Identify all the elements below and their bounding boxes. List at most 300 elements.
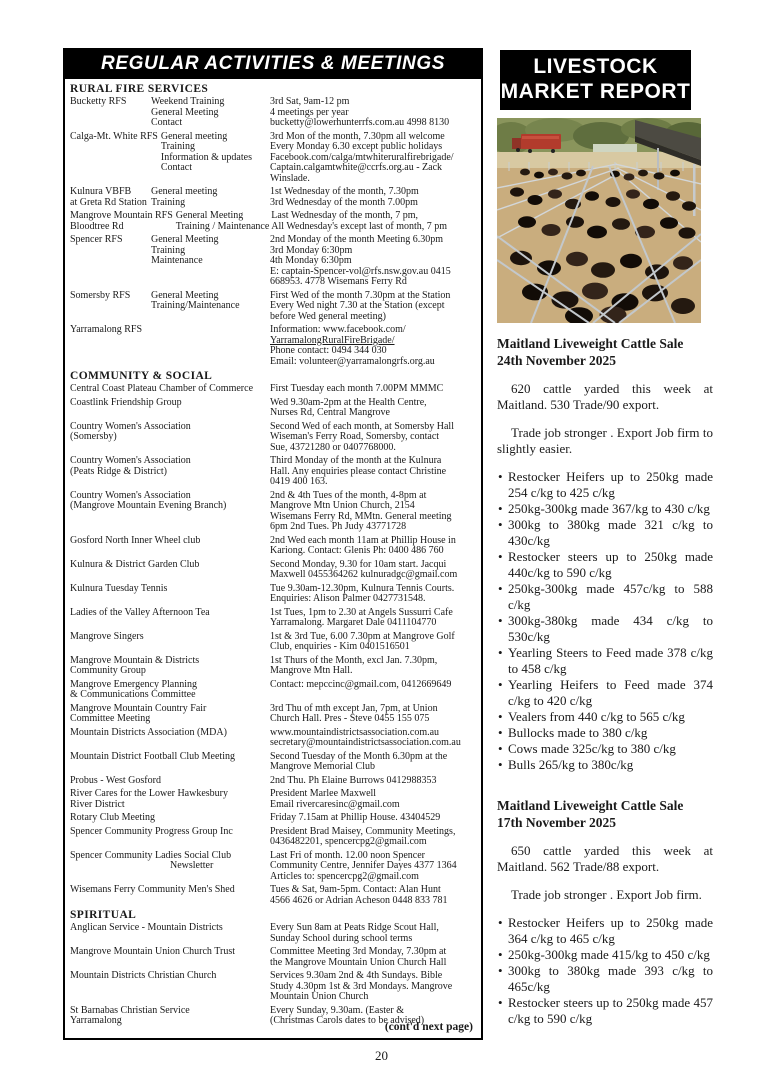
- price-bullet-item: • Restocker steers up to 250kg made 457 c/kg to 590 c/kg: [497, 995, 713, 1027]
- text-line: Probus - West Gosford: [70, 774, 161, 786]
- text-line: Central Coast Plateau Chamber of Commerce: [70, 383, 254, 394]
- organisation-name: [70, 97, 151, 108]
- price-bullet-item: • 250kg-300kg made 457c/kg to 588 c/kg: [497, 581, 713, 613]
- organisation-name: [70, 187, 151, 208]
- organisation-name: [70, 325, 151, 336]
- text-line: Mountain Districts Association (MDA): [70, 726, 227, 738]
- text-line: bucketty@lowerhunterrfs.com.au 4998 8130: [270, 117, 450, 128]
- table-row: [70, 704, 477, 725]
- meeting-details: [270, 947, 477, 968]
- meeting-details: [270, 680, 477, 701]
- activity-type: [151, 291, 242, 312]
- livestock-report-panel: [497, 48, 715, 1051]
- organisation-cell: [70, 422, 270, 454]
- organisation-cell: [70, 851, 270, 883]
- table-row: [70, 776, 477, 787]
- organisation-cell: [70, 325, 270, 367]
- organisation-cell: [70, 971, 270, 1003]
- price-bullet-item: • Cows made 325c/kg to 380 c/kg: [497, 741, 713, 757]
- text-line: Committee Meeting 3rd Monday, 7.30pm at: [270, 946, 447, 957]
- table-row: [70, 923, 477, 944]
- livestock-report-title-box: [500, 50, 691, 110]
- price-bullet-item: • 250kg-300kg made 367/kg to 430 c/kg: [497, 501, 713, 517]
- text-line: General meeting: [151, 186, 218, 197]
- table-row: [70, 291, 477, 323]
- text-line: Church Hall. Pres - Steve 0455 155 075: [270, 713, 430, 724]
- organisation-name: [70, 827, 236, 838]
- organisation-name: [70, 789, 231, 810]
- activity-type: [151, 235, 220, 267]
- text-line: Calga-Mt. White RFS: [70, 130, 158, 142]
- text-line: Mangrove Singers: [70, 630, 144, 642]
- text-line: Spencer Community Ladies Social Club: [70, 849, 232, 861]
- text-line: 3rd Sat, 9am-12 pm: [270, 96, 350, 107]
- organisation-cell: [70, 923, 270, 944]
- text-line: Tue 9.30am-12.30pm, Kulnura Tennis Courts.: [270, 582, 455, 594]
- organisation-cell: [70, 728, 270, 749]
- table-row: [70, 584, 477, 605]
- text-line: Club, enquiries - Kim 0401516501: [270, 641, 410, 652]
- meeting-details: [270, 776, 477, 787]
- activity-type: [151, 97, 226, 129]
- organisation-cell: [70, 584, 270, 605]
- text-line: Maintenance: [151, 255, 203, 266]
- livestock-report-title-line1: LIVESTOCK: [533, 55, 658, 78]
- text-line: secretary@mountaindistrictsassociation.com.au: [270, 737, 461, 748]
- text-line: Country Women's Association: [70, 455, 191, 466]
- organisation-cell: [70, 752, 270, 773]
- text-line: Somersby RFS: [70, 289, 131, 301]
- organisation-cell: [70, 704, 270, 725]
- text-line: Kulnura Tuesday Tennis: [70, 582, 168, 594]
- meeting-details: [270, 422, 477, 454]
- text-line: President Brad Maisey, Community Meetings,: [270, 825, 456, 837]
- organisation-cell: [70, 1006, 270, 1027]
- text-line: Second Wed of each month, at Somersby Hall: [270, 420, 454, 432]
- report-paragraph: 650 cattle yarded this week at Maitland. 562 Trade/88 export.: [497, 843, 713, 874]
- table-row: [70, 632, 477, 653]
- text-line: Information: www.facebook.com/: [270, 324, 406, 335]
- organisation-cell: [70, 776, 270, 787]
- meeting-details: [270, 813, 477, 824]
- organisation-cell: [70, 680, 270, 701]
- table-row: [70, 851, 477, 883]
- text-line: Committee Meeting: [70, 713, 151, 724]
- text-line: 3rd Monday 6:30pm: [270, 244, 353, 256]
- text-line: Wiseman's Ferry Road, Somersby, contact: [270, 431, 440, 442]
- report-title: [497, 335, 713, 369]
- organisation-name: [70, 422, 194, 443]
- meeting-details: [270, 456, 477, 488]
- text-line: Mangrove Mountain RFS: [70, 210, 173, 221]
- text-line: 2nd Thu. Ph Elaine Burrows 0412988353: [270, 774, 437, 786]
- text-line: Mountain District Football Club Meeting: [70, 750, 235, 762]
- organisation-name: [70, 608, 213, 619]
- table-row: [70, 97, 477, 129]
- table-row: [70, 187, 477, 208]
- price-bullet-item: • 250kg-300kg made 415/kg to 450 c/kg: [497, 947, 713, 963]
- text-line: Mountain Districts Christian Church: [70, 970, 217, 981]
- organisation-cell: [70, 235, 270, 288]
- text-line: (Peats Ridge & District): [70, 465, 167, 477]
- text-line: Country Women's Association: [70, 420, 191, 432]
- text-line: Every Monday 6.30 except public holidays: [270, 141, 443, 152]
- organisation-name: [70, 235, 151, 246]
- text-line: Training: [151, 196, 186, 208]
- market-report: [497, 335, 713, 773]
- table-row: [70, 398, 477, 419]
- text-line: 0419 400 163.: [270, 476, 328, 487]
- organisation-name: [70, 398, 185, 409]
- table-row: [70, 813, 477, 824]
- section-heading: RURAL FIRE SERVICES: [70, 83, 209, 95]
- organisation-name: [70, 704, 209, 725]
- text-line: & Communications Committee: [70, 689, 196, 700]
- report-paragraph: Trade job stronger . Export Job firm to slightly easier.: [497, 425, 713, 456]
- text-line: Every Sun 8am at Peats Ridge Scout Hall,: [270, 922, 439, 933]
- report-title-line: Maitland Liveweight Cattle Sale: [497, 336, 684, 351]
- text-line: Yarramalong. Margaret Dale 0411104770: [270, 617, 437, 628]
- text-line: Spencer Community Progress Group Inc: [70, 825, 233, 837]
- table-row: [70, 656, 477, 677]
- table-row: [70, 947, 477, 968]
- text-line: 0436482201, spencercpg2@gmail.com: [270, 836, 427, 847]
- market-reports: [497, 335, 715, 1027]
- section-heading: COMMUNITY & SOCIAL: [70, 370, 213, 382]
- text-line: 1st Wednesday of the month, 7.30pm: [270, 186, 419, 197]
- organisation-name: [70, 776, 164, 787]
- organisation-cell: [70, 632, 270, 653]
- text-line: before Wed general meeting): [270, 310, 386, 322]
- organisation-cell: [70, 947, 270, 968]
- text-line: Services 9.30am 2nd & 4th Sundays. Bible: [270, 970, 443, 981]
- organisation-name: [70, 1006, 193, 1027]
- text-line: Coastlink Friendship Group: [70, 396, 182, 408]
- text-line: Training / Maintenance: [175, 220, 270, 232]
- report-title-line: Maitland Liveweight Cattle Sale: [497, 798, 684, 813]
- price-bullet-item: • Restocker steers up to 250kg made 440c/kg to 590 c/kg: [497, 549, 713, 581]
- price-bullet-item: • Restocker Heifers up to 250kg made 254 c/kg to 425 c/kg: [497, 469, 713, 501]
- text-line: Kulnura & District Garden Club: [70, 558, 200, 570]
- text-line: Hall. Any enquiries please contact Christine: [270, 465, 447, 477]
- text-line: www.mountaindistrictsassociation.com.au: [270, 726, 440, 738]
- table-row: [70, 680, 477, 701]
- price-bullet-item: • Yearling Heifers to Feed made 374 c/kg to 420 c/kg: [497, 677, 713, 709]
- text-line: 3rd Thu of mth except Jan, 7pm, at Union: [270, 702, 438, 714]
- text-line: 4 meetings per year: [270, 106, 349, 118]
- text-line: General Meeting: [175, 210, 244, 221]
- text-line: 1st Tues, 1pm to 2.30 at Angels Sussurri Cafe: [270, 606, 453, 618]
- price-bullet-item: • Yearling Steers to Feed made 378 c/kg to 458 c/kg: [497, 645, 713, 677]
- price-bullet-item: • Restocker Heifers up to 250kg made 364 c/kg to 465 c/kg: [497, 915, 713, 947]
- text-line: 1st Thurs of the Month, excl Jan. 7.30pm,: [270, 654, 438, 666]
- table-row: [70, 752, 477, 773]
- activities-table: [65, 79, 481, 1027]
- text-line: Mangrove Mtn Union Church, 2154: [270, 500, 415, 511]
- meeting-details: [270, 560, 477, 581]
- text-line: the Mangrove Mountain Union Church Hall: [270, 956, 447, 968]
- text-line: 3rd Mon of the month, 7.30pm all welcome: [270, 130, 445, 142]
- meeting-details: [270, 923, 477, 944]
- organisation-cell: [70, 456, 270, 488]
- table-row: [70, 456, 477, 488]
- organisation-name: [70, 560, 202, 571]
- organisation-name: [70, 885, 238, 896]
- report-paragraph: 620 cattle yarded this week at Maitland. 530 Trade/90 export.: [497, 381, 713, 412]
- text-line: All Wednesday's except last of month, 7 pm: [271, 220, 448, 232]
- text-line: Contact: [151, 117, 183, 128]
- text-line: First Tuesday each month 7.00PM MMMC: [270, 383, 444, 394]
- text-line: 6pm 2nd Tues. Ph Judy 43771728: [270, 521, 407, 532]
- text-line: First Wed of the month 7.30pm at the Station: [270, 289, 451, 301]
- text-line: Last Fri of month. 12.00 noon Spencer: [270, 849, 425, 861]
- text-line: Study 4.30pm 1st & 3rd Mondays. Mangrove: [270, 980, 453, 992]
- table-row: [70, 971, 477, 1003]
- table-row: [70, 235, 477, 288]
- organisation-name: [70, 291, 151, 302]
- text-line: E: captain-Spencer-vol@rfs.nsw.gov.au 0415: [270, 265, 451, 277]
- text-line: Winslade.: [270, 172, 310, 184]
- price-bullet-item: • Bulls 265/kg to 380c/kg: [497, 757, 713, 773]
- text-line: Every Wed night 7.30 at the Station (except: [270, 300, 445, 311]
- text-line: Mangrove Mtn Hall.: [270, 665, 353, 676]
- meeting-details: [270, 971, 477, 1003]
- organisation-cell: [70, 211, 271, 232]
- text-line: Articles to: spencercpg2@gmail.com: [270, 870, 419, 882]
- meeting-details: [270, 187, 477, 208]
- text-line: Training/Maintenance: [151, 300, 240, 311]
- text-line: Mangrove Mountain & Districts: [70, 654, 200, 666]
- text-line: Maxwell 0455364262 kulnuradgc@gmail.com: [270, 569, 458, 580]
- organisation-name: [70, 584, 170, 595]
- text-line: Friday 7.15am at Phillip House. 43404529: [270, 812, 441, 823]
- table-row: [70, 422, 477, 454]
- text-line: Weekend Training: [151, 96, 225, 107]
- page-number: 20: [375, 1048, 388, 1063]
- table-row: [70, 827, 477, 848]
- text-line: Every Sunday, 9.30am. (Easter &: [270, 1004, 405, 1016]
- text-line: 3rd Wednesday of the month 7.00pm: [270, 196, 418, 208]
- activities-panel: [63, 48, 483, 1040]
- organisation-name: [70, 813, 158, 824]
- organisation-name: [70, 752, 238, 763]
- text-line: Second Monday, 9.30 for 10am start. Jacqui: [270, 558, 447, 570]
- price-bullet-item: • Vealers from 440 c/kg to 565 c/kg: [497, 709, 713, 725]
- organisation-cell: [70, 656, 270, 677]
- table-row: [70, 132, 477, 185]
- text-line: President Marlee Maxwell: [270, 788, 377, 799]
- table-row: [70, 384, 477, 395]
- text-line: River District: [70, 798, 125, 810]
- price-bullet-list: [497, 469, 713, 773]
- text-line: Third Monday of the month at the Kulnura: [270, 455, 442, 466]
- table-row: [70, 789, 477, 810]
- organisation-cell: [70, 560, 270, 581]
- text-line: (Mangrove Mountain Evening Branch): [70, 500, 227, 511]
- text-line: 4566 4626 or Adrian Acheson 0448 833 781: [270, 894, 448, 906]
- section-heading: SPIRITUAL: [70, 909, 137, 921]
- text-line: Gosford North Inner Wheel club: [70, 534, 201, 546]
- text-line: Mangrove Memorial Club: [270, 761, 375, 772]
- text-line: St Barnabas Christian Service: [70, 1004, 190, 1016]
- text-line: Wed 9.30am-2pm at the Health Centre,: [270, 396, 427, 408]
- text-line: Kulnura VBFB: [70, 186, 132, 197]
- text-line: at Greta Rd Station: [70, 196, 147, 208]
- meeting-details: [270, 384, 477, 395]
- text-line: Captain.calgamtwhite@ccrfs.org.au - Zack: [270, 162, 443, 173]
- meeting-details: [270, 536, 477, 557]
- text-line: River Cares for the Lower Hawkesbury: [70, 788, 229, 799]
- text-line: (Christmas Carols dates to be advised): [270, 1015, 425, 1026]
- meeting-details: [270, 325, 477, 367]
- organisation-name: [70, 947, 238, 958]
- text-line: Tues & Sat, 9am-5pm. Contact: Alan Hunt: [270, 884, 441, 895]
- organisation-cell: [70, 885, 270, 906]
- text-line: Facebook.com/calga/mtwhiteruralfirebrigade/: [270, 151, 454, 163]
- report-title-line: 24th November 2025: [497, 353, 616, 368]
- activity-type: [176, 211, 272, 232]
- activities-title: REGULAR ACTIVITIES & MEETINGS: [101, 53, 445, 74]
- table-row: [70, 536, 477, 557]
- text-line: 2nd Wed each month 11am at Phillip House in: [270, 534, 456, 546]
- meeting-details: [270, 632, 477, 653]
- meeting-details: [270, 97, 477, 129]
- text-line: Sue, 43721280 or 0407768000.: [270, 441, 396, 453]
- text-line: Wisemans Ferry Community Men's Shed: [70, 884, 235, 895]
- table-row: [70, 491, 477, 533]
- meeting-details: [270, 789, 477, 810]
- text-line: Country Women's Association: [70, 489, 191, 501]
- text-line: (Somersby): [70, 431, 117, 442]
- organisation-name: [70, 656, 202, 677]
- livestock-report-title-line2: MARKET REPORT: [500, 80, 691, 103]
- text-line: Second Tuesday of the Month 6.30pm at the: [270, 750, 448, 762]
- text-line: 1st & 3rd Tue, 6.00 7.30pm at Mangrove Golf: [270, 630, 455, 642]
- text-line: Mountain Union Church: [270, 991, 369, 1002]
- activity-type: [161, 132, 254, 174]
- text-line: Spencer RFS: [70, 234, 123, 245]
- table-row: [70, 608, 477, 629]
- organisation-cell: [70, 291, 270, 323]
- text-line: Nurses Rd, Central Mangrove: [270, 407, 390, 418]
- price-bullet-item: • 300kg to 380kg made 321 c/kg to 430c/kg: [497, 517, 713, 549]
- text-line: YarramalongRuralFireBrigade/: [270, 334, 395, 346]
- text-line: Bucketty RFS: [70, 96, 127, 107]
- organisation-name: [70, 384, 256, 395]
- activities-title-bar: [65, 50, 481, 79]
- text-line: Wisemans Ferry Rd, MMtn. General meeting: [270, 510, 452, 522]
- organisation-cell: [70, 97, 270, 129]
- text-line: Last Wednesday of the month, 7 pm,: [271, 210, 419, 221]
- text-line: Ladies of the Valley Afternoon Tea: [70, 606, 210, 618]
- organisation-name: [70, 211, 176, 232]
- table-row: [70, 560, 477, 581]
- organisation-name: [70, 132, 161, 143]
- text-line: Kariong. Contact: Glenis Ph: 0400 486 760: [270, 545, 444, 556]
- table-row: [70, 325, 477, 367]
- text-line: 2nd & 4th Tues of the month, 4-8pm at: [270, 489, 427, 501]
- text-line: Mangrove Mountain Country Fair: [70, 702, 207, 714]
- text-line: General Meeting: [151, 106, 219, 118]
- organisation-cell: [70, 398, 270, 419]
- meeting-details: [270, 851, 477, 883]
- report-title: [497, 797, 713, 831]
- report-title-line: 17th November 2025: [497, 815, 616, 830]
- cattle-saleyard-photo: [497, 118, 701, 323]
- organisation-cell: [70, 608, 270, 629]
- organisation-cell: [70, 789, 270, 810]
- meeting-details: [270, 704, 477, 725]
- text-line: Information & updates: [160, 151, 252, 163]
- text-line: Mangrove Emergency Planning: [70, 678, 198, 690]
- organisation-name: [70, 680, 200, 701]
- meeting-details: [270, 491, 477, 533]
- organisation-name: [70, 851, 234, 872]
- text-line: General Meeting: [151, 289, 219, 301]
- report-paragraph: Trade job stronger . Export Job firm.: [511, 887, 702, 902]
- organisation-cell: [70, 813, 270, 824]
- meeting-details: [270, 885, 477, 906]
- organisation-cell: [70, 491, 270, 533]
- meeting-details: [270, 584, 477, 605]
- text-line: Bloodtree Rd: [70, 220, 124, 232]
- text-line: Enquiries: Alison Palmer 0427731548.: [270, 593, 426, 604]
- market-report: [497, 797, 713, 1027]
- table-row: [70, 728, 477, 749]
- text-line: Yarramalong: [70, 1015, 122, 1026]
- organisation-name: [70, 728, 230, 739]
- organisation-name: [70, 971, 219, 982]
- table-row: [70, 211, 477, 232]
- price-bullet-item: • 300kg to 380kg made 393 c/kg to 465c/kg: [497, 963, 713, 995]
- activity-type: [151, 187, 219, 208]
- text-line: Email rivercaresinc@gmail.com: [270, 798, 400, 810]
- organisation-name: [70, 632, 151, 643]
- text-line: 668953. 4778 Wisemans Ferry Rd: [270, 276, 407, 287]
- price-bullet-item: • 300kg-380kg made 434 c/kg to 530c/kg: [497, 613, 713, 645]
- meeting-details: [270, 728, 477, 749]
- text-line: Anglican Service - Mountain Districts: [70, 922, 223, 933]
- text-line: Mangrove Mountain Union Church Trust: [70, 946, 235, 957]
- price-bullet-item: • Bullocks made to 380 c/kg: [497, 725, 713, 741]
- text-line: Rotary Club Meeting: [70, 812, 155, 823]
- organisation-cell: [70, 827, 270, 848]
- text-line: 4th Monday 6:30pm: [270, 255, 352, 266]
- text-line: General meeting: [160, 130, 228, 142]
- text-line: Newsletter: [170, 860, 214, 871]
- meeting-details: [270, 656, 477, 677]
- organisation-name: [70, 536, 203, 547]
- text-line: Email: volunteer@yarramalongrfs.org.au: [270, 355, 435, 367]
- meeting-details: [270, 827, 477, 848]
- organisation-name: [70, 456, 194, 477]
- text-line: 2nd Monday of the month Meeting 6.30pm: [270, 234, 444, 245]
- text-line: Community Group: [70, 665, 146, 676]
- meeting-details: [270, 132, 477, 185]
- organisation-cell: [70, 187, 270, 208]
- organisation-cell: [70, 536, 270, 557]
- text-line: Contact: [160, 162, 192, 173]
- table-row: [70, 885, 477, 906]
- organisation-name: [70, 923, 226, 934]
- meeting-details: [270, 608, 477, 629]
- meeting-details: [270, 398, 477, 419]
- meeting-details: [270, 752, 477, 773]
- meeting-details: [270, 291, 477, 323]
- text-line: General Meeting: [151, 234, 219, 245]
- meeting-details: [270, 235, 477, 288]
- text-line: Phone contact: 0494 344 030: [270, 345, 387, 356]
